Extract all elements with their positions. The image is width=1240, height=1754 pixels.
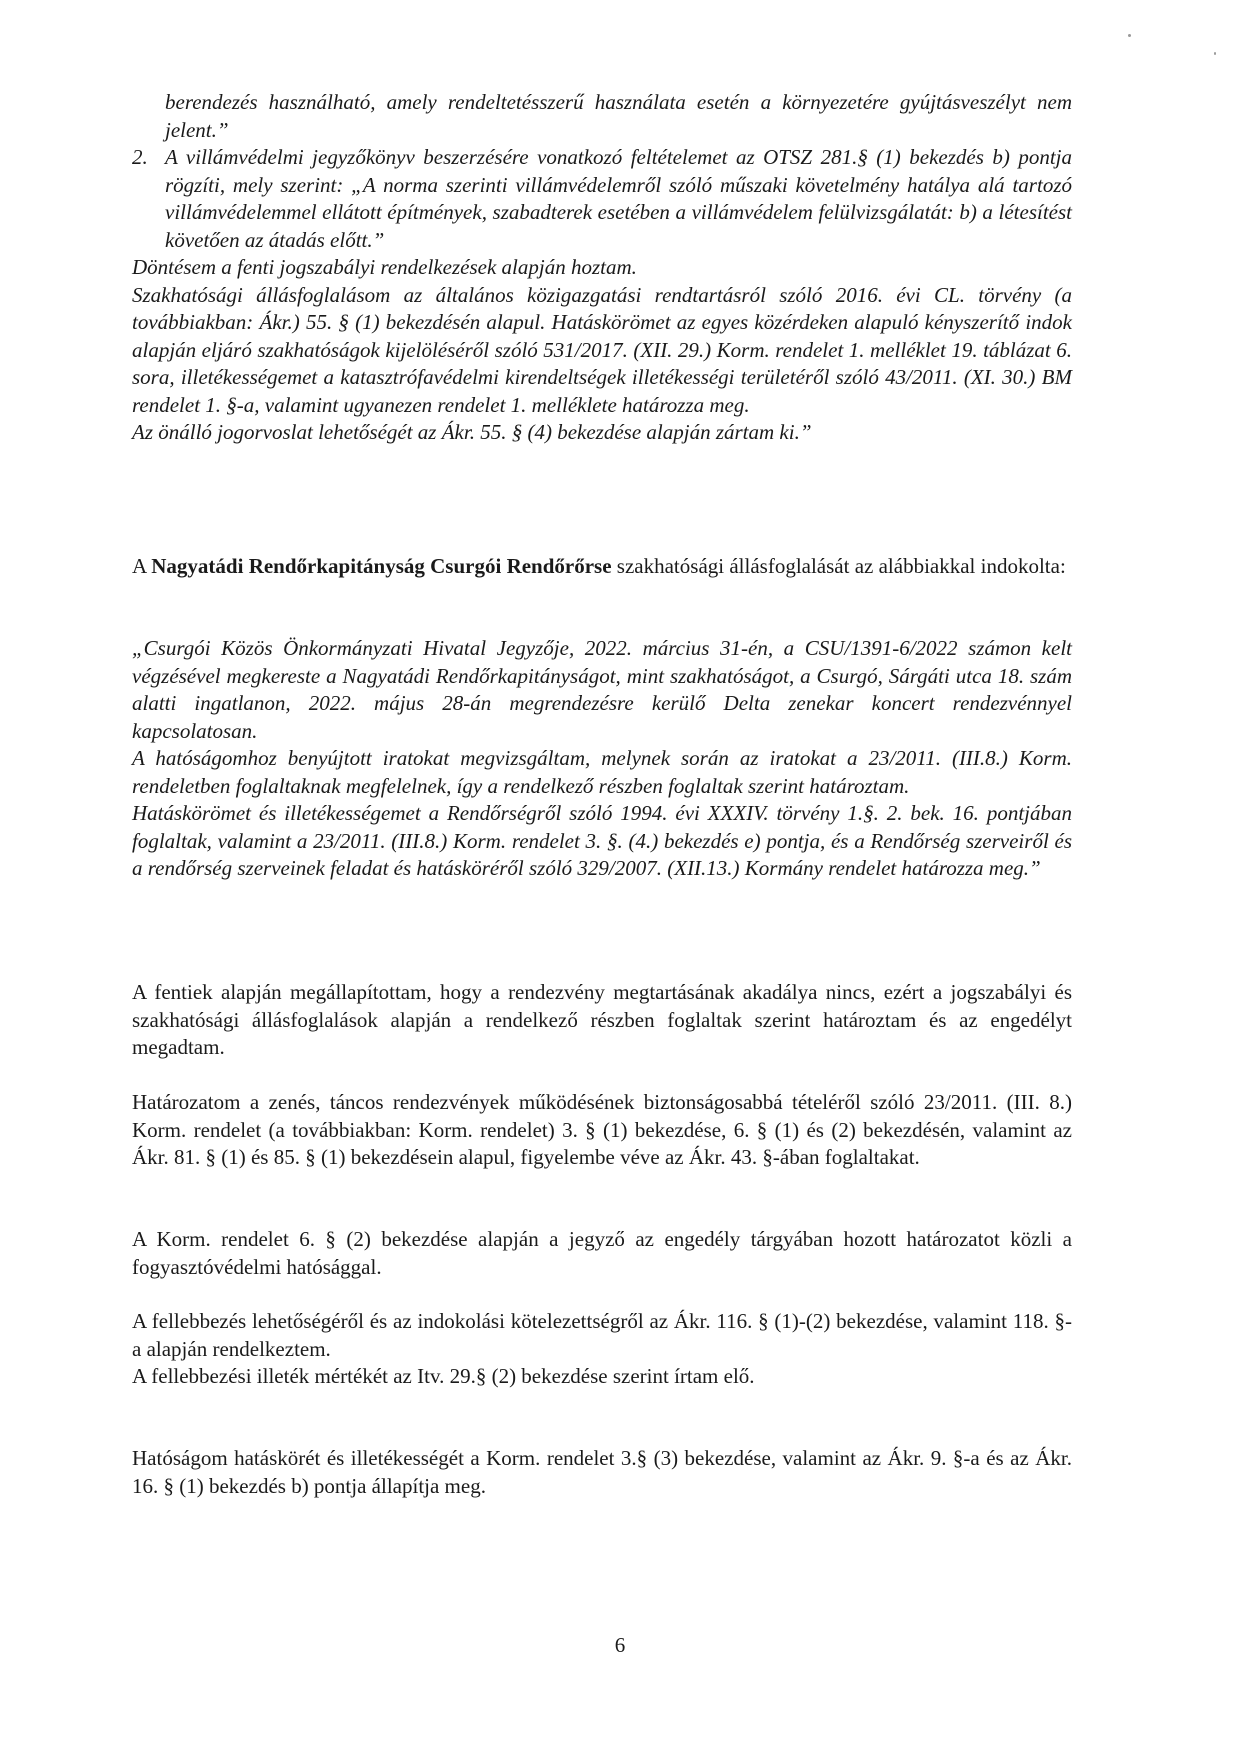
quote-continuation: berendezés használható, amely rendeltetésszerű használata esetén a környezetére gyújtásveszélyt nem jelent.” <box>165 90 1072 142</box>
police-name: Nagyatádi Rendőrkapitányság Csurgói Rendőrőrse <box>151 554 612 578</box>
quote-section-1 <box>132 89 1072 447</box>
item-number: 2. <box>132 145 148 169</box>
police-intro-paragraph: A Nagyatádi Rendőrkapitányság Csurgói Rendőrőrse szakhatósági állásfoglalását az alábbiakkal indokolta: <box>132 554 1066 578</box>
position-paragraph: Szakhatósági állásfoglalásom az általános közigazgatási rendtartásról szóló 2016. évi CL. törvény (a továbbiakban: Ákr.) 55. § (1) bekezdésén alapul. Hatáskörömet az egyes közérdeken alapuló kényszerítő indok alapján eljáró szakhatóságok kijelöléséről szóló 531/2017. (XII. 29.) Korm. rendelet 1. melléklet 19. táblázat 6. sora, illetékességemet a katasztrófavédelmi kirendeltségek illetékességi területéről szóló 43/2011. (XI. 30.) BM rendelet 1. §-a, valamint ugyanezen rendelet 1. melléklete határozza meg. <box>132 282 1072 417</box>
quote-section-2 <box>132 635 1072 883</box>
body-p1: A fentiek alapján megállapítottam, hogy a rendezvény megtartásának akadálya nincs, ezért a jogszabályi és szakhatósági állásfoglalások alapján a rendelkező részben foglaltak szerint határoztam és az engedélyt megadtam. <box>132 980 1072 1059</box>
remedy-line: Az önálló jogorvoslat lehetőségét az Ákr. 55. § (4) bekezdése alapján zártam ki.” <box>132 420 812 444</box>
police-intro <box>132 553 1072 581</box>
appeal-paragraph: A fellebbezés lehetőségéről és az indokolási kötelezettségről az Ákr. 116. § (1)-(2) bekezdése, valamint 118. §-a alapján rendelkeztem. <box>132 1309 1072 1361</box>
body-p2: Határozatom a zenés, táncos rendezvények működésének biztonságosabbá tételéről szóló 23/2011. (III. 8.) Korm. rendelet (a továbbiakban: Korm. rendelet) 3. § (1) bekezdése, 6. § (1) és (2) bekezdésén, valamint az Ákr. 81. § (1) és 85. § (1) bekezdésein alapul, figyelembe véve az Ákr. 43. §-ában foglaltakat. <box>132 1090 1072 1169</box>
body-p5: Hatóságom hatáskörét és illetékességét a Korm. rendelet 3.§ (3) bekezdése, valamint az Ákr. 9. §-a és az Ákr. 16. § (1) bekezdés b) pontja állapítja meg. <box>132 1446 1072 1498</box>
scan-speck <box>1128 34 1131 37</box>
fee-paragraph: A fellebbezési illeték mértékét az Itv. 29.§ (2) bekezdése szerint írtam elő. <box>132 1364 755 1388</box>
page-number: 6 <box>614 1633 626 1657</box>
item-text: A villámvédelmi jegyzőkönyv beszerzésére vonatkozó feltételemet az OTSZ 281.§ (1) bekezdés b) pontja rögzíti, mely szerint: „A norma szerinti villámvédelemről szóló műszaki követelmény hatálya alá tartozó villámvédelemmel ellátott építmények, szabadterek esetében a villámvédelem felülvizsgálatát: b) a létesítést követően az átadás előtt.” <box>165 145 1072 252</box>
body-p3: A Korm. rendelet 6. § (2) bekezdése alapján a jegyző az engedély tárgyában hozott határozatot közli a fogyasztóvédelmi hatósággal. <box>132 1227 1072 1279</box>
decision-line: Döntésem a fenti jogszabályi rendelkezések alapján hoztam. <box>132 255 637 279</box>
numbered-item-2 <box>132 144 1072 254</box>
body-p4 <box>132 1308 1072 1391</box>
police-quote-p2: A hatóságomhoz benyújtott iratokat megvizsgáltam, melynek során az iratokat a 23/2011. (III.8.) Korm. rendeletben foglaltaknak megfelelnek, így a rendelkező részben foglaltak szerint határoztam. <box>132 746 1072 798</box>
police-quote-p1: „Csurgói Közös Önkormányzati Hivatal Jegyzője, 2022. március 31-én, a CSU/1391-6/2022 számon kelt végzésével megkereste a Nagyatádi Rendőrkapitányságot, mint szakhatóságot, a Csurgó, Sárgáti utca 18. szám alatti ingatlanon, 2022. május 28-án megrendezésre kerülő Delta zenekar koncert rendezvénnyel kapcsolatosan. <box>132 636 1072 743</box>
scan-speck <box>1214 52 1216 55</box>
police-quote-p3: Hatáskörömet és illetékességemet a Rendőrségről szóló 1994. évi XXXIV. törvény 1.§. 2. bek. 16. pontjában foglaltak, valamint a 23/2011. (III.8.) Korm. rendelet 3. §. (4.) bekezdés e) pontja, és a Rendőrség szerveiről és a rendőrség szerveinek feladat és hatásköréről szóló 329/2007. (XII.13.) Kormány rendelet határozza meg.” <box>132 801 1072 880</box>
